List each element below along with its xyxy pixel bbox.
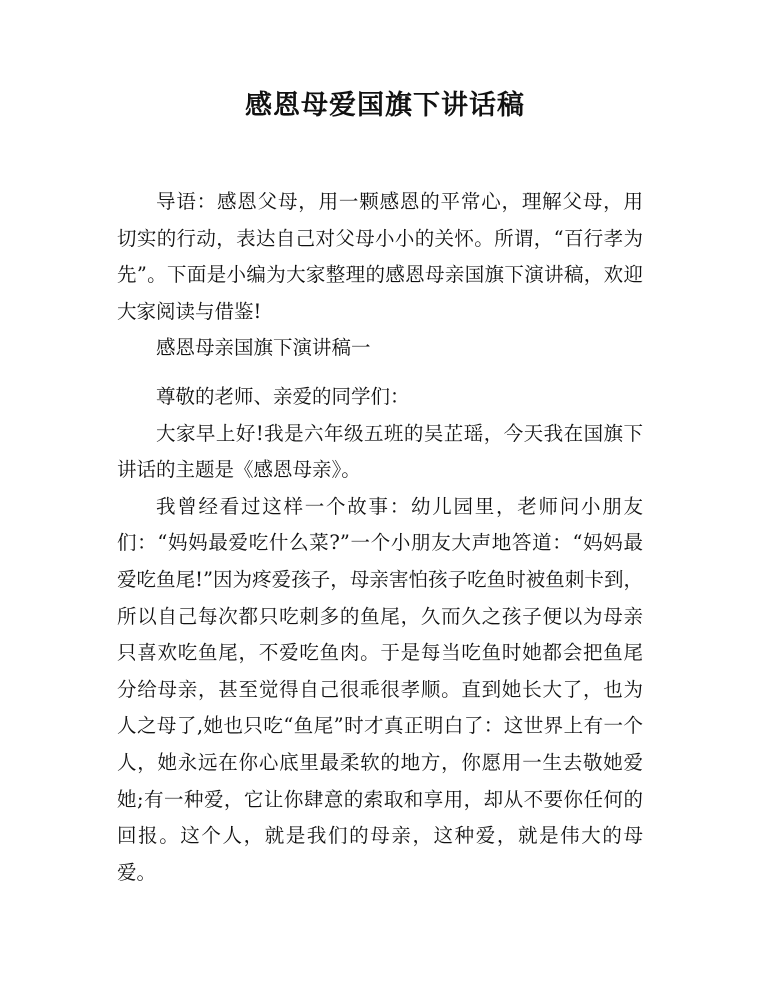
document-title: 感恩母爱国旗下讲话稿 (245, 90, 525, 121)
story-paragraph: 我曾经看过这样一个故事：幼儿园里，老师问小朋友们：“妈妈最爱吃什么菜?”一个小朋友大声地答道：“妈妈最爱吃鱼尾!”因为疼爱孩子，母亲害怕孩子吃鱼时被鱼刺卡到，所以自己每次都只吃刺多的鱼尾，久而久之孩子便以为母亲只喜欢吃鱼尾，不爱吃鱼肉。于是每当吃鱼时她都会把鱼尾分给母亲，甚至觉得自己很乖很孝顺。直到她长大了，也为人之母了,她也只吃“鱼尾”时才真正明白了：这世界上有一个人，她永远在你心底里最柔软的地方，你愿用一生去敬她爱她;有一种爱，它让你肆意的索取和享用，却从不要你任何的回报。这个人，就是我们的母亲，这种爱，就是伟大的母爱。 (117, 494, 643, 884)
intro-paragraph: 导语：感恩父母，用一颗感恩的平常心，理解父母，用切实的行动，表达自己对父母小小的关怀。所谓，“百行孝为先”。下面是小编为大家整理的感恩母亲国旗下演讲稿，欢迎大家阅读与借鉴! (117, 190, 643, 323)
salutation-paragraph: 尊敬的老师、亲爱的同学们： (156, 384, 410, 408)
greeting-paragraph: 大家早上好!我是六年级五班的吴芷瑶，今天我在国旗下讲话的主题是《感恩母亲》。 (117, 421, 643, 482)
speech-heading: 感恩母亲国旗下演讲稿一 (156, 336, 371, 360)
document-body (117, 184, 643, 891)
